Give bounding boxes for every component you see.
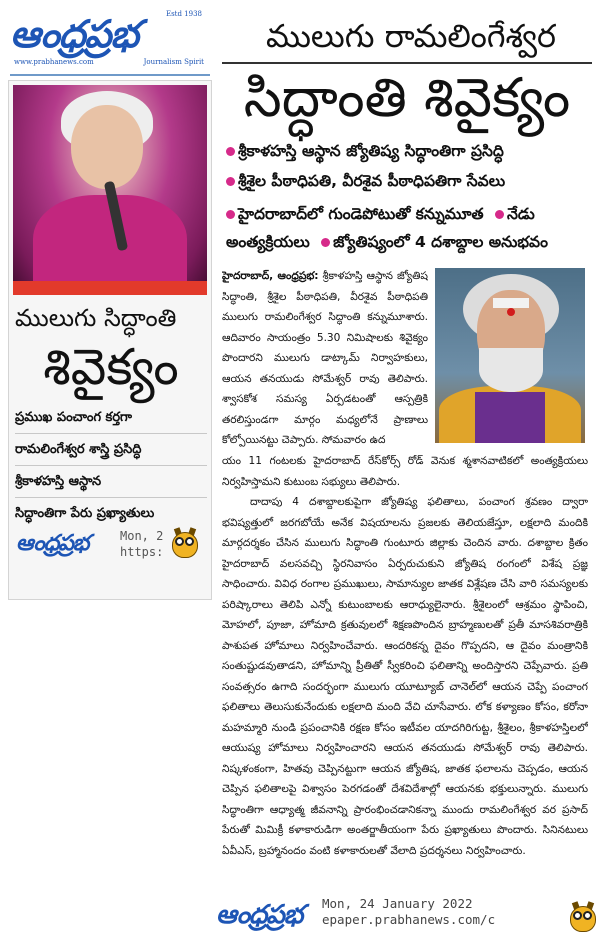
sidebar-line: సిద్ధాంతిగా పేరు ప్రఖ్యాతులు <box>15 506 155 521</box>
footer-url[interactable]: epaper.prabhanews.com/c <box>322 912 496 927</box>
sidebar-footer-date: Mon, 2 <box>120 529 164 543</box>
website-label: www.prabhanews.com <box>14 58 94 66</box>
sidebar-line: శ్రీకాళహస్తి ఆస్థాన <box>15 474 102 489</box>
headline-line2: సిద్ధాంతి శివైక్యం <box>243 66 571 129</box>
sidebar-footer-logo[interactable]: ఆంధ్రప్రభ <box>16 530 89 556</box>
sidebar-footer-url[interactable]: https: <box>120 545 164 559</box>
byline: హైదరాబాద్‌, ఆంధ్రప్రభ: <box>222 270 319 282</box>
bullet-dot-icon <box>226 210 235 219</box>
masthead-logo[interactable] <box>10 12 210 70</box>
headline-divider <box>222 62 592 64</box>
bullet-dot-icon <box>226 147 235 156</box>
sidebar-divider <box>15 433 207 434</box>
footer-logo[interactable]: ఆంధ్రప్రభ <box>216 900 303 930</box>
tagline-label: Journalism Spirit <box>143 58 204 66</box>
owl-icon <box>570 902 596 932</box>
footer-meta <box>322 896 572 928</box>
sidebar-line: ప్రముఖ పంచాంగ కర్తగా <box>15 410 133 425</box>
article-body-narrow: హైదరాబాద్‌, ఆంధ్రప్రభ: శ్రీకాళహస్తి ఆస్థాన జ్యోతిష సిద్ధాంతి, శ్రీశైల పీఠాధిపతి, వీరశైవ పీఠాధిపతి ములుగు రామలింగేశ్వర సిద్ధాంతి కన్నుమూశారు. ఆదివారం సాయంత్రం 5.30 నిమిషాలకు శివైక్యం పొందారని ములుగు డాట్కామ్‌ నిర్వాహకులు, ఆయన తనయుడు సోమేశ్వర్‌ రావు తెలిపారు. శ్వాసకోశ సమస్య ఏర్పడటంతో ఆస్పత్రికి తరలిస్తుండగా మార్గం మధ్యలోనే ప్రాణాలు కోల్పోయినట్టు చెప్పారు. సోమవారం ఉద <box>222 270 428 446</box>
sidebar-line: రామలింగేశ్వర శాస్త్రి ప్రసిద్ధి <box>15 442 142 457</box>
bullet-dot-icon <box>495 210 504 219</box>
speaker-photo <box>13 85 207 295</box>
sidebar-card <box>8 80 212 600</box>
article-body-wide <box>222 451 588 881</box>
sidebar-divider <box>15 497 207 498</box>
sidebar-divider <box>15 465 207 466</box>
sidebar-footer-meta <box>120 528 163 560</box>
highlight-bullet: శ్రీకాళహస్తి ఆస్థాన జ్యోతిష్య సిద్ధాంతిగా ప్రసిద్ధి <box>226 140 596 162</box>
sidebar-title-line2: శివైక్యం <box>43 338 179 396</box>
brand-logo-text: ఆంధ్రప్రభ <box>10 11 138 56</box>
article-paragraph: యం 11 గంటలకు హైదరాబాద్‌ రేస్‌కోర్స్‌ రోడ్‌ వెనుక శ్మశానవాటికలో అంత్యక్రియలు నిర్వహిస్తామని కుటుంబ సభ్యులు తెలిపారు. <box>222 455 588 488</box>
highlight-bullet: శ్రీశైల పీఠాధిపతి, వీరశైవ పీఠాధిపతిగా సేవలు <box>226 170 596 192</box>
bullet-dot-icon <box>321 238 330 247</box>
highlight-bullet: అంత్యక్రియలు జ్యోతిష్యంలో 4 దశాబ్దాల అనుభవం <box>226 233 548 251</box>
portrait-photo <box>435 268 585 443</box>
highlight-bullet: హైదరాబాద్‌లో గుండెపోటుతో కన్నుమూత నేడు <box>226 203 596 225</box>
estd-label: Estd 1938 <box>165 10 202 18</box>
bullet-dot-icon <box>226 177 235 186</box>
headline-line1: ములుగు రామలింగేశ్వర <box>266 17 556 55</box>
owl-icon <box>172 528 198 558</box>
masthead-divider <box>10 74 210 76</box>
sidebar-title-line1: ములుగు సిద్ధాంతి <box>15 304 177 332</box>
article-paragraph: దాదాపు 4 దశాబ్దాలకుపైగా జ్యోతిష్య ఫలితాలు, పంచాంగ శ్రవణం ద్వారా భవిష్యత్తులో జరగబోయే అనేక విషయాలను ప్రజలకు తెలియజేస్తూ, లక్షలాది మందికి మార్గదర్శకం చేసిన ములుగు సిద్ధాంతి గుంటూరు జిల్లాకు చెందిన వారు. దశాబ్దాల క్రితం హైదరాబాద్‌ వలసవచ్చి స్థిరనివాసం ఏర్పరుచుకుని జ్యోతిష రంగంలో విశేష ప్రజ్ఞ సాధించారు. వివిధ రంగాల ప్రముఖులు, సామాన్యుల జాతక విశ్లేషణ చేసి వారి సమస్యలకు పరిష్కారాలు తెలిపి ఎన్నో కుటుంబాలకు ఆరాధ్యులైనారు. శ్రీశైలంలో ఆశ్రమం స్థాపించి, మోహలో, పూజా, హోమాది క్రతువులలో శిక్షణపొందిన బ్రాహ్మణులతో ప్రతీ మాసశివరాత్రికి పాశుపత హోమాలు నిర్వహించేవారు. ఆందరికన్న దైవం గొప్పదని, ఆ దైవం మంత్రానికి సంతుష్టుడవుతాడని, హోమాన్ని ప్రీతితో స్వీకరించి ఫలితాన్ని అందిస్తారని చెప్పేవారు. ప్రతి సంవత్సరం ఉగాది సందర్భంగా ములుగు యూట్యూబ్‌ చానెల్‌లో ఆయన చెప్పే పంచాంగ ఫలితాలు తెలుసుకునేందుకు లక్షలాది మంది వేచి చూసేవారు. లోక కళ్యాణం కోసం, కరోనా మహమ్మారి నుండి ప్రపంచానికి రక్షణ కోసం ఇటీవల యాదగిరిగుట్ట, శ్రీశైలం, శ్రీకాళహస్తిలలో ఆయుష్య హోమాలు నిర్వహించారని ఆయన తనయుడు సోమేశ్వర్‌ రావు తెలిపారు. నిష్కళంకంగా, హితవు చెప్పినట్టుగా ఆయన జ్యోతిష, జాతక ఫలాలను చెప్పడం, ఆయన చెప్పిన ఫలితాలపై విశ్వాసం పెరగడంతో దేశవిదేశాల్లో ఆయనకు భక్తులున్నారు. ములుగు సిద్ధాంతిగా ఆధ్యాత్మ జీవనాన్ని ప్రారంభించడానికన్నా ముందు రామలింగేశ్వర వర ప్రసాద్‌ పేరుతో మిమిక్రీ కళాకారుడిగా అంతర్జాతీయంగా పేరు ప్రఖ్యాతులు పొందారు. సినినటులు ఏవీఎస్‌, బ్రహ్మానందం వంటి కళాకారులతో వేలాది ప్రదర్శనలు నిర్వహించారు. <box>222 496 588 857</box>
footer-date: Mon, 24 January 2022 <box>322 896 473 911</box>
